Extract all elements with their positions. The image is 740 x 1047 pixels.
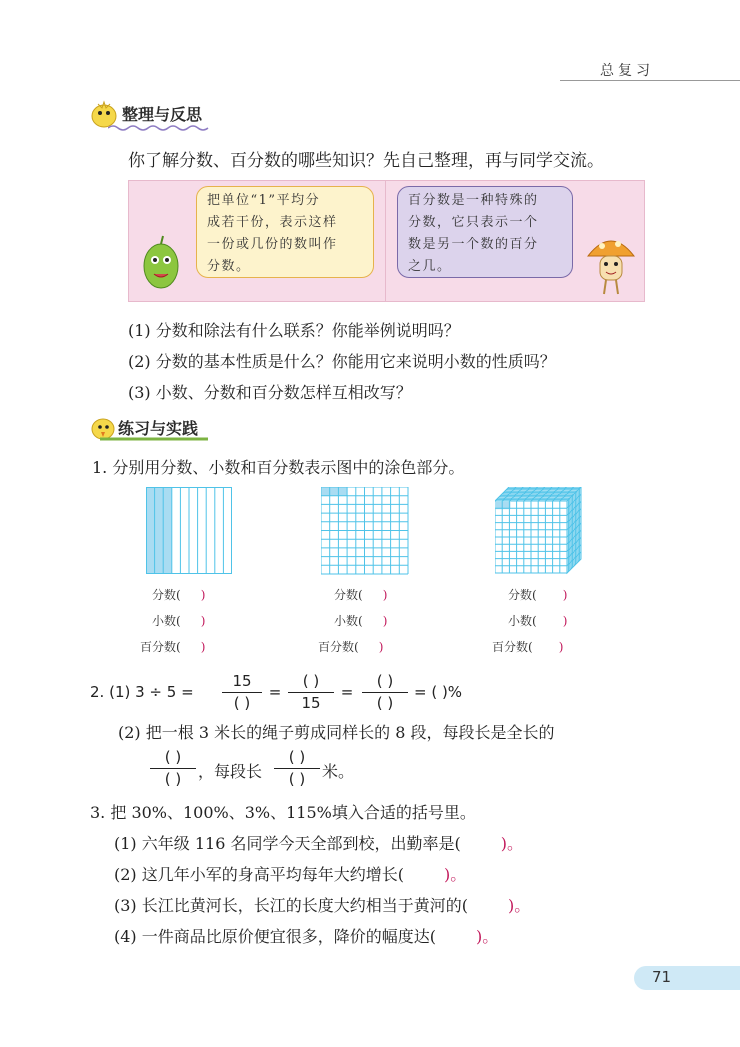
fraction-bar [288,692,334,693]
page-number: 71 [652,968,672,986]
problem-3-item-3: (3) 长江比黄河长，长江的长度大约相当于黄河的( [114,896,468,915]
fraction-numerator-blank: ( ) [164,748,182,766]
fraction-denominator-blank: ( ) [164,770,182,788]
question-3: (3) 小数、分数和百分数怎样互相改写？ [128,383,412,402]
paren-close: ) [562,614,568,628]
problem-2-part2-unit: 米。 [322,762,355,781]
label-decimal: 小数( [152,614,181,628]
underline-decoration [100,436,210,442]
label-percent: 百分数( [492,640,533,654]
strip-grid-figure [146,487,232,574]
paren-close: ) [378,640,384,654]
header-rule [560,80,740,81]
speech-bubble-fraction [196,186,374,278]
fraction-bar [222,692,262,693]
section-title-reflect: 整理与反思 [122,105,203,124]
question-2: (2) 分数的基本性质是什么？你能用它来说明小数的性质吗？ [128,352,556,371]
bubble-right-line: 之几。 [408,259,452,274]
bubble-left-line: 把单位“1”平均分 [207,193,321,208]
label-percent: 百分数( [140,640,181,654]
panel-divider [385,180,386,301]
fraction-denominator: 15 [301,694,321,712]
paren-close: )。 [444,865,467,884]
equals-sign: = [268,683,282,701]
label-fraction: 分数( [334,588,363,602]
equals-sign: = [340,683,354,701]
fraction-numerator-blank: ( ) [376,672,394,690]
label-decimal: 小数( [508,614,537,628]
label-percent: 百分数( [318,640,359,654]
fraction-numerator-blank: ( ) [288,748,306,766]
question-1: (1) 分数和除法有什么联系？你能举例说明吗？ [128,321,460,340]
paren-close: ) [382,614,388,628]
problem-3-text: 3. 把 30%、100%、3%、115%填入合适的括号里。 [90,803,476,822]
cube-grid-figure [495,487,585,577]
shaded-cell [338,487,347,496]
paren-close: )。 [500,834,523,853]
paren-close: ) [200,588,206,602]
bubble-left-line: 一份或几份的数叫作 [207,237,338,252]
paren-close: ) [200,614,206,628]
intro-text: 你了解分数、百分数的哪些知识？先自己整理，再与同学交流。 [128,151,604,171]
paren-close: )。 [508,896,531,915]
problem-3-item-1: (1) 六年级 116 名同学今天全部到校，出勤率是( [114,834,461,853]
hundred-grid-figure [321,487,409,575]
paren-close: ) [200,640,206,654]
label-fraction: 分数( [508,588,537,602]
paren-close: ) [382,588,388,602]
paren-close: ) [558,640,564,654]
fraction-numerator-blank: ( ) [302,672,320,690]
mushroom-character-icon [584,230,638,298]
fraction-denominator-blank: ( ) [233,694,251,712]
label-fraction: 分数( [152,588,181,602]
fraction-denominator-blank: ( ) [288,770,306,788]
problem-2-part1-prefix: (1) 3 ÷ 5 = [109,683,194,701]
fraction-bar [362,692,408,693]
shaded-cell [330,487,339,496]
page-number-tab [634,966,740,990]
bubble-right-line: 百分数是一种特殊的 [408,193,539,208]
section-title-practice: 练习与实践 [118,419,199,438]
header-title: 总复习 [600,63,654,79]
pear-character-icon [136,232,186,298]
label-decimal: 小数( [334,614,363,628]
fraction-denominator-blank: ( ) [376,694,394,712]
fraction-bar [274,768,320,769]
fraction-numerator: 15 [232,672,252,690]
problem-2-number: 2. [90,683,105,701]
bubble-right-line: 数是另一个数的百分 [408,237,539,252]
problem-3-item-4: (4) 一件商品比原价便宜很多，降价的幅度达( [114,927,436,946]
paren-close: ) [562,588,568,602]
shaded-cell [321,487,330,496]
percent-blank: = ( )% [414,683,463,701]
fraction-bar [150,768,196,769]
problem-2-part2-text: (2) 把一根 3 米长的绳子剪成同样长的 8 段，每段长是全长的 [118,723,555,742]
paren-close: )。 [476,927,499,946]
bubble-left-line: 成若干份，表示这样 [207,215,338,230]
problem-2-part2-mid: ，每段长 [198,762,263,781]
problem-3-item-2: (2) 这几年小军的身高平均每年大约增长( [114,865,404,884]
bubble-right-line: 分数，它只表示一个 [408,215,539,230]
problem-1-text: 1. 分别用分数、小数和百分数表示图中的涂色部分。 [92,458,465,477]
speech-bubble-percent [397,186,573,278]
wave-decoration [108,124,213,132]
bubble-left-line: 分数。 [207,259,251,274]
